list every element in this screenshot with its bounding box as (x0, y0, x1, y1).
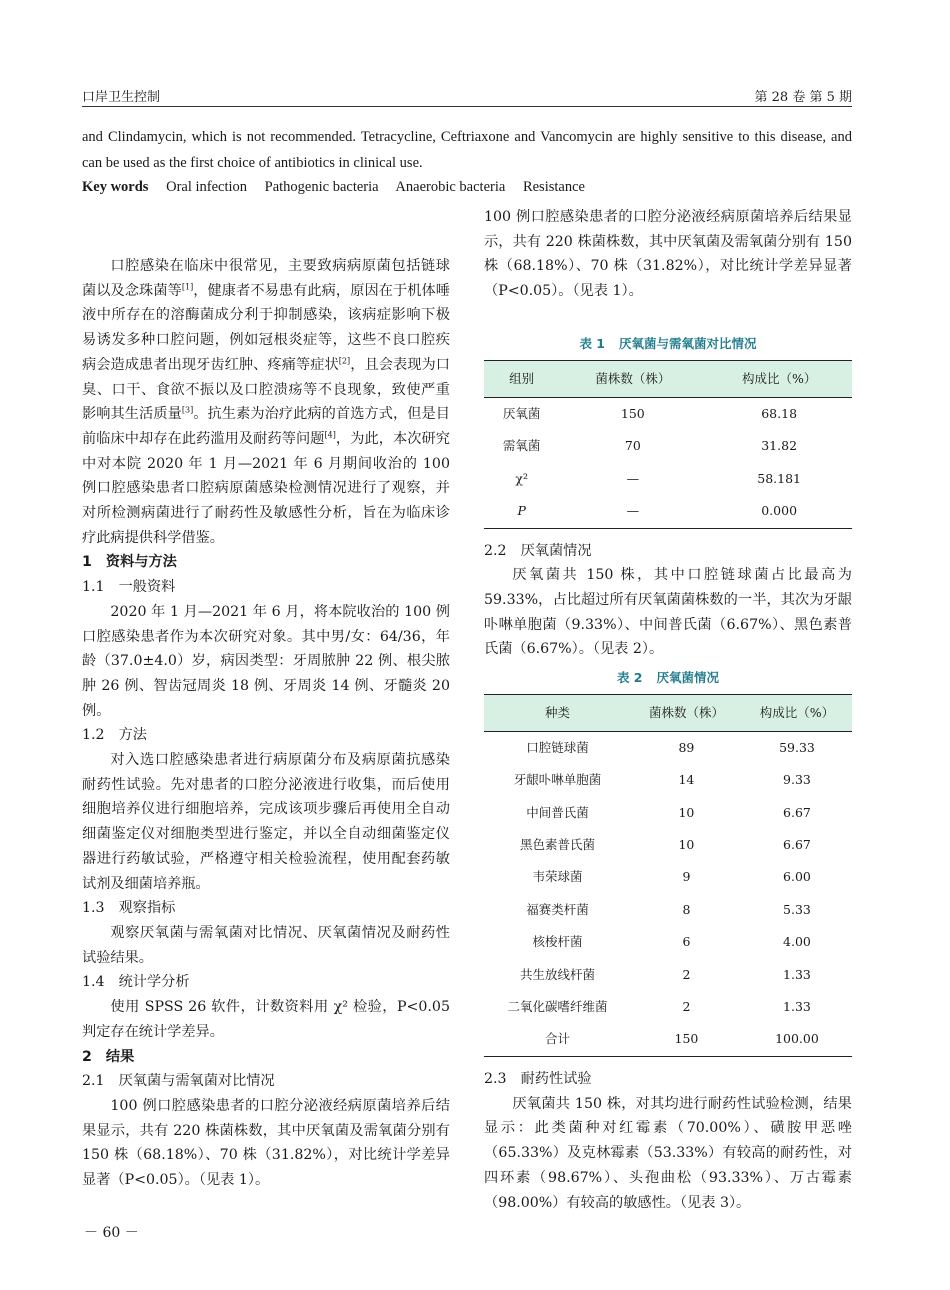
keyword: Pathogenic bacteria (264, 179, 379, 195)
keywords-label: Key words (82, 179, 149, 195)
table-row: P — 0.000 (517, 503, 798, 519)
subsection-heading-1-4: 1.4 统计学分析 (82, 974, 190, 991)
table-row: 福赛类杆菌 8 5.33 (526, 901, 811, 917)
table2-header: 构成比（%） (742, 695, 852, 732)
table-row: χ² — 58.181 (515, 470, 802, 486)
table-row: 韦荣球菌 9 6.00 (532, 869, 811, 885)
table-row: 黑色素普氏菌 10 6.67 (519, 837, 811, 853)
keyword: Oral infection (166, 179, 248, 195)
paragraph-1-1: 2020 年 1 月—2021 年 6 月，将本院收治的 100 例口腔感染患者作为本次研究对象。其中男/女：64/36，年龄（37.0±4.0）岁，病因类型：牙周脓肿 22 例、根尖脓肿 26 例、智齿冠周炎 18 例、牙周炎 14 例、牙髓炎 20 例。 (82, 603, 450, 719)
table1-title: 表 1 厌氧菌与需氧菌对比情况 (579, 336, 757, 351)
subsection-heading-2-3: 2.3 耐药性试验 (484, 1070, 592, 1087)
table1 (484, 360, 852, 529)
subsection-heading-1-1: 1.1 一般资料 (82, 579, 176, 596)
subsection-heading-1-3: 1.3 观察指标 (82, 900, 176, 917)
table-row: 口腔链球菌 89 59.33 (526, 739, 815, 755)
section-heading-1: 1 资料与方法 (82, 554, 177, 571)
intro-paragraph: 口腔感染在临床中很常见，主要致病病原菌包括链球菌以及念珠菌等[1]，健康者不易患有此病，原因在于机体唾液中所存在的溶酶菌成分利于抑制感染，该病症影响下极易诱发多种口腔问题，例如冠根炎症等，这些不良口腔疾病会造成患者出现牙齿红肿、疼痛等症状[2]，且会表现为口臭、口干、食欲不振以及口腔溃疡等不良现象，致使严重影响其生活质量[3]。抗生素为治疗此病的首选方式，但是目前临床中却存在此药滥用及耐药等问题[4]，为此，本次研究中对本院 2020 年 1 月—2021 年 6 月期间收治的 100 例口腔感染患者口腔病原菌感染检测情况进行了观察，并对所检测病菌进行了耐药性及敏感性分析，旨在为临床诊疗此病提供科学借鉴。 (82, 258, 450, 546)
paragraph-1-4: 使用 SPSS 26 软件，计数资料用 χ² 检验，P<0.05 判定存在统计学差异。 (82, 999, 450, 1040)
table-row: 合计 150 100.00 (544, 1031, 819, 1047)
paragraph-1-2: 对入选口腔感染患者进行病原菌分布及病原菌抗感染耐药性试验。先对患者的口腔分泌液进行收集，而后使用细胞培养仪进行细胞培养，完成该项步骤后再使用全自动细菌鉴定仪对细胞类型进行鉴定，并以全自动细菌鉴定仪器进行药敏试验，严格遵守相关检验流程，使用配套药敏试剂及细菌培养瓶。 (82, 752, 450, 892)
issue-info: 第 28 卷 第 5 期 (754, 90, 852, 105)
table-row: 核梭杆菌 6 4.00 (532, 934, 811, 950)
paragraph-2-1-continued (484, 209, 852, 328)
citation[interactable]: [4] (324, 430, 336, 440)
table-row: 牙龈卟啉单胞菌 14 9.33 (513, 772, 811, 788)
table1-header: 组别 (484, 361, 559, 398)
left-column (82, 254, 450, 1189)
table-row: 中间普氏菌 10 6.67 (526, 804, 811, 820)
keyword: Anaerobic bacteria (395, 179, 506, 195)
paragraph-1-3: 观察厌氧菌与需氧菌对比情况、厌氧菌情况及耐药性试验结果。 (82, 924, 450, 966)
paragraph-2-2: 厌氧菌共 150 株，其中口腔链球菌占比最高为 59.33%，占比超过所有厌氧菌菌株数的一半，其次为牙龈卟啉单胞菌（9.33%）、中间普氏菌（6.67%）、黑色素普氏菌（6.67%）。（见表 2）。 (484, 567, 852, 658)
table2 (484, 694, 852, 1057)
paragraph-2-3: 厌氧菌共 150 株，对其均进行耐药性试验检测，结果显示：此类菌种对红霉素（70.00%）、磺胺甲恶唑（65.33%）及克林霉素（53.33%）有较高的耐药性，对四环素（98.67%）、头孢曲松（93.33%）、万古霉素（98.00%）有较高的敏感性。（见表 3）。 (484, 1095, 852, 1211)
table2-header: 种类 (484, 695, 631, 732)
table1-header: 构成比（%） (706, 361, 852, 398)
table-row: 厌氧菌 150 68.18 (502, 405, 798, 421)
right-column (484, 209, 852, 1215)
citation[interactable]: [2] (338, 356, 351, 366)
paragraph-2-1: 100 例口腔感染患者的口腔分泌液经病原菌培养后结果显示，共有 220 株菌株数，其中厌氧菌及需氧菌分别有 150 株（68.18%）、70 株（31.82%），对比统计学差异显著（P<0.05）。（见表 1）。 (82, 1097, 450, 1189)
citation[interactable]: [3] (181, 405, 194, 415)
section-heading-2: 2 结果 (82, 1048, 135, 1065)
table1-header: 菌株数（株） (559, 361, 706, 398)
abstract-text: and Clindamycin, which is not recommended. Tetracycline, Ceftriaxone and Vancomycin are highly sensitive to this disease, and can be used as the first choice of antibiotics in clinical use. (82, 129, 852, 171)
table-row: 二氧化碳嗜纤维菌 2 1.33 (507, 999, 811, 1015)
citation[interactable]: [1] (181, 281, 194, 291)
table-row: 需氧菌 70 31.82 (502, 438, 798, 454)
journal-name: 口岸卫生控制 (82, 90, 161, 105)
page-number: － 60 － (84, 1225, 139, 1241)
table2-header: 菌株数（株） (631, 695, 742, 732)
subsection-heading-2-2: 2.2 厌氧菌情况 (484, 542, 592, 559)
keywords-line (82, 175, 852, 199)
subsection-heading-2-1: 2.1 厌氧菌与需氧菌对比情况 (82, 1073, 275, 1090)
table-row: 共生放线杆菌 2 1.33 (519, 966, 811, 982)
table2-title: 表 2 厌氧菌情况 (616, 670, 720, 686)
keyword: Resistance (522, 179, 585, 195)
subsection-heading-1-2: 1.2 方法 (82, 727, 147, 744)
paragraph-2-1-overflow: 100 例口腔感染患者的口腔分泌液经病原菌培养后结果显示，共有 220 株菌株数，其中厌氧菌及需氧菌分别有 150 株（68.18%）、70 株（31.82%），对比统计学差异显著（P<0.05）。（见表 1）。 (484, 209, 852, 300)
running-header (82, 84, 852, 107)
